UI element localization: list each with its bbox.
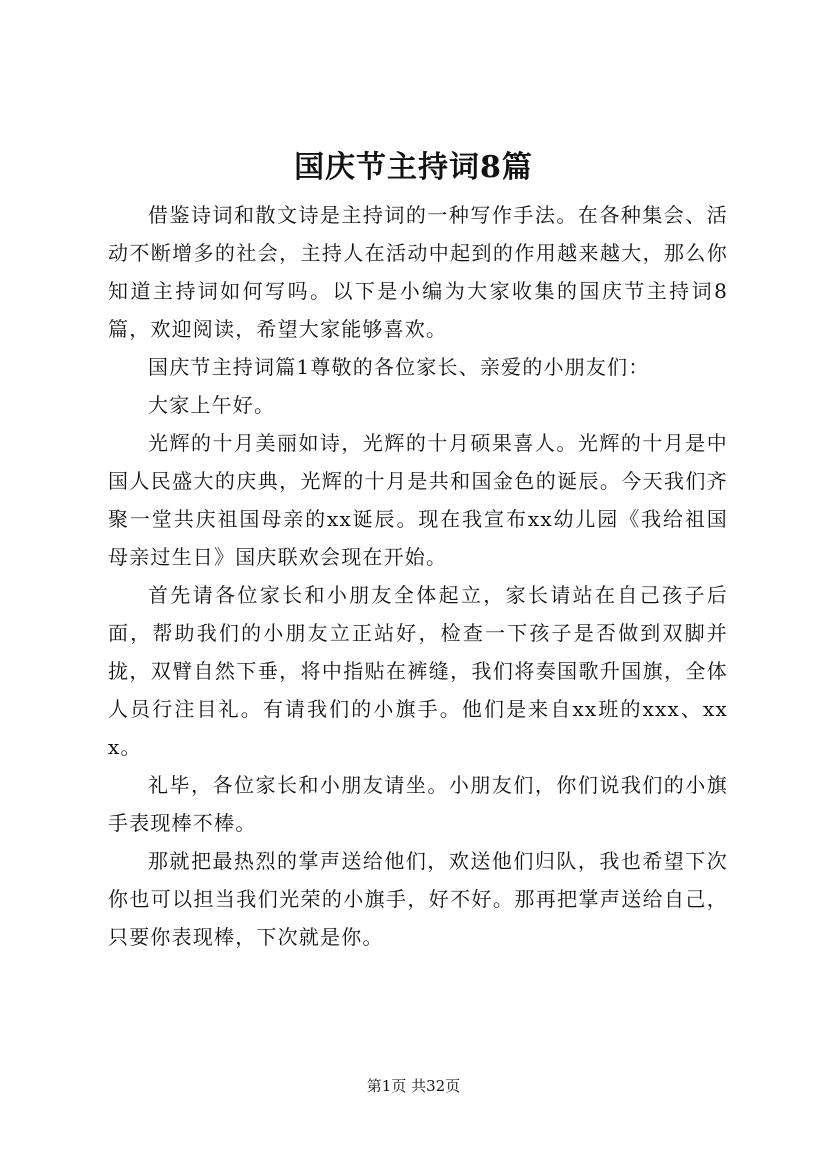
paragraph-greeting-heading: 国庆节主持词篇1尊敬的各位家长、亲爱的小朋友们： xyxy=(148,355,650,379)
paragraph-flag-raising: 首先请各位家长和小朋友全体起立，家长请站在自己孩子后面，帮助我们的小朋友立正站好，检查一下孩子是否做到双脚并拢，双臂自然下垂，将中指贴在裤缝，我们将奏国歌升国旗，全体人员行注目礼。有请我们的小旗手。他们是来自xx班的xxx、xxx。 xyxy=(108,583,728,759)
paragraph-intro: 借鉴诗词和散文诗是主持词的一种写作手法。在各种集会、活动不断增多的社会，主持人在活动中起到的作用越来越大，那么你知道主持词如何写吗。以下是小编为大家收集的国庆节主持词8篇，欢迎阅读，希望大家能够喜欢。 xyxy=(108,203,728,341)
paragraph-sit-down: 礼毕，各位家长和小朋友请坐。小朋友们，你们说我们的小旗手表现棒不棒。 xyxy=(108,773,728,835)
paragraph-good-morning: 大家上午好。 xyxy=(148,393,276,417)
paragraph-october: 光辉的十月美丽如诗，光辉的十月硕果喜人。光辉的十月是中国人民盛大的庆典，光辉的十月是共和国金色的诞辰。今天我们齐聚一堂共庆祖国母亲的xx诞辰。现在我宣布xx幼儿园《我给祖国母亲过生日》国庆联欢会现在开始。 xyxy=(108,431,728,569)
document-body xyxy=(108,196,728,956)
paragraph-applause: 那就把最热烈的掌声送给他们，欢送他们归队，我也希望下次你也可以担当我们光荣的小旗手，好不好。那再把掌声送给自己，只要你表现棒，下次就是你。 xyxy=(108,849,728,949)
document-title: 国庆节主持词8篇 xyxy=(294,150,533,185)
page-number: 第1页 共32页 xyxy=(366,1077,461,1095)
